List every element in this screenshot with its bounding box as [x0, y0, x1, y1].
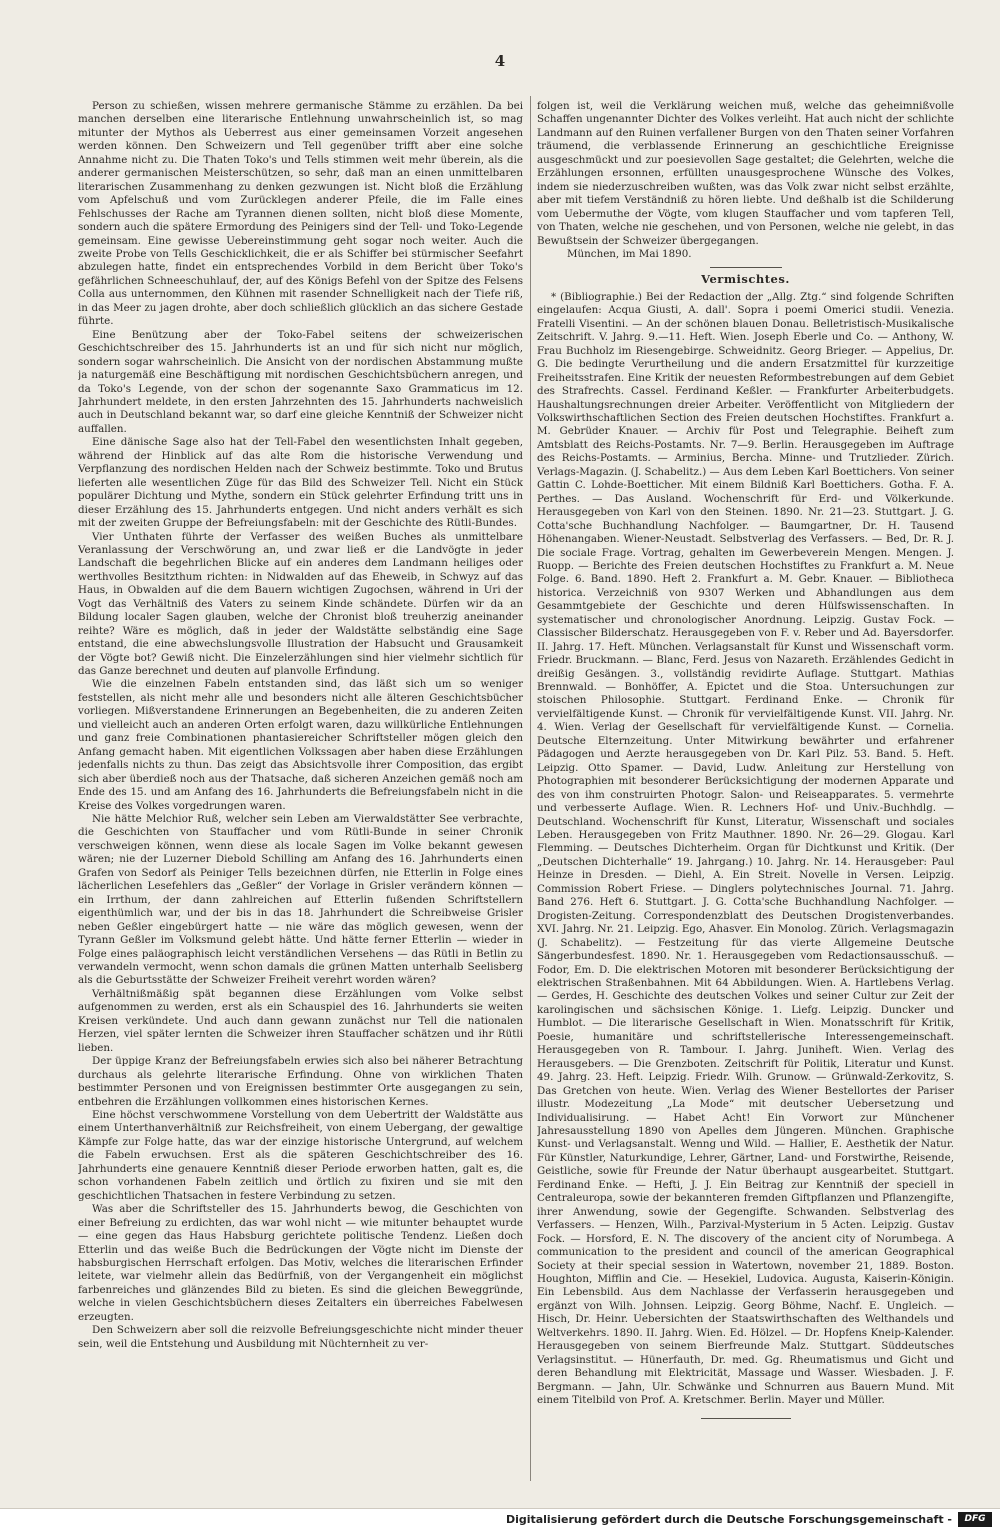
paragraph: Was aber die Schriftsteller des 15. Jahrhunderts bewog, die Geschichten von einer Befreiung zu erdichten, das war wohl nicht — wie mitunter behauptet wurde — eine gegen das Haus Habsburg gerichtete politische Tendenz. Ließen doch Etterlin und das weiße Buch die Bedrückungen der Vögte nicht im Dienste der habsburgischen Herrschaft erfolgen. Das Motiv, welches die literarischen Erfinder leitete, war vielmehr allein das Bedürfniß, von der Vergangenheit ein möglichst farbenreiches und glänzendes Bild zu bieten. Es sind die gleichen Beweggründe, welche in vielen Geschichtsbüchern dieses Zeitalters ein überreiches Fabelwesen erzeugten. [78, 1203, 523, 1323]
paragraph: Eine dänische Sage also hat der Tell-Fabel den wesentlichsten Inhalt gegeben, während der Hinblick auf das alte Rom die historische Verwendung und Verpflanzung des nordischen Helden nach der Schweiz bestimmte. Toko und Brutus lieferten alle wesentlichen Züge für das Bild des Schweizer Tell. Nicht ein Stück populärer Dichtung und Mythe, sondern ein Stück gelehrter Erfindung tritt uns in dieser Erzählung des 15. Jahrhunderts entgegen. Und nicht anders verhält es sich mit der zweiten Gruppe der Befreiungsfabeln: mit der Geschichte des Rütli-Bundes. [78, 436, 523, 530]
footer-credit: Digitalisierung gefördert durch die Deutsche Forschungsgemeinschaft - [505, 1513, 952, 1526]
continuation-paragraph: folgen ist, weil die Verklärung weichen muß, welche das geheimnißvolle Schaffen ungenannter Dichter des Volkes verleiht. Hat auch nicht der schlichte Landmann auf den Ruinen verfallener Burgen von den Thaten seiner Vorfahren träumend, die verblassende Erinnerung an geschichtliche Ereignisse ausgeschmückt und zur poesievollen Sage gestaltet; die Gelehrten, welche die Erzählungen ersonnen, erfüllten unausgesprochene Wünsche des Volkes, indem sie niederzuschreiben wußten, was das Volk zwar nicht selbst erzählte, aber mit tiefem Verständniß zu hören liebte. Und deßhalb ist die Schilderung vom Uebermuthe der Vögte, vom klugen Stauffacher und vom tapferen Tell, von Thaten, welche nie geschehen, und von Personen, welche nie gelebt, in das Bewußtsein der Schweizer übergegangen. [537, 100, 954, 247]
paragraph: Verhältnißmäßig spät begannen diese Erzählungen vom Volke selbst aufgenommen zu werden, erst als ein Schauspiel des 16. Jahrhunderts sie weiten Kreisen verkündete. Und auch dann gewann zunächst nur Tell die nationalen Herzen, viel später lernten die Schweizer ihren Stauffacher schätzen und ihr Rütli lieben. [78, 987, 523, 1054]
paragraph: Nie hätte Melchior Ruß, welcher sein Leben am Vierwaldstätter See verbrachte, die Geschichten von Stauffacher und vom Rütli-Bunde in seiner Chronik verschweigen können, wenn diese als locale Sagen im Volke bekannt gewesen wären; nie der Luzerner Diebold Schilling am Anfang des 16. Jahrhunderts einen Grafen von Sedorf als Peiniger Tells bezeichnen dürfen, nie Etterlin in Folge eines lächerlichen Lesefehlers das „Geßler“ der Vorlage in Grisler verändern können — ein Irrthum, der dann zahlreichen auf Etterlin fußenden Schriftstellern eigenthümlich war, und der bis in das 18. Jahrhundert die Schreibweise Grisler neben Geßler eingebürgert hatte — nie wäre das möglich gewesen, wenn der Tyrann Geßler im Volksmund gelebt hätte. Und hätte ferner Etterlin — wieder in Folge eines paläographisch leicht verständlichen Versehens — das Rütli in Betlin zu verwandeln vermocht, wenn schon damals die grünen Matten unterhalb Seelisberg als die Geburtsstätte der Schweizer Freiheit verehrt worden wären? [78, 813, 523, 987]
section-heading: Vermischtes. [701, 272, 790, 287]
paragraph: Eine Benützung aber der Toko-Fabel seitens der schweizerischen Geschichtschreiber des 15. Jahrhunderts ist an und für sich nicht nur möglich, sondern sogar wahrscheinlich. Die Ansicht von der nordischen Abstammung mußte ja naturgemäß eine Beschäftigung mit nordischen Geschichtsbüchern anregen, und da Toko's Legende, von der schon der sogenannte Saxo Grammaticus im 12. Jahrhundert meldete, in den ersten Jahrzehnten des 15. Jahrhunderts nachweislich auch in Deutschland bekannt war, so darf eine gleiche Kenntniß der Schweizer nicht auffallen. [78, 328, 523, 435]
paragraph: Vier Unthaten führte der Verfasser des weißen Buches als unmittelbare Veranlassung der Verschwörung an, und zwar ließ er die Landvögte in jeder Landschaft die begehrlichen Blicke auf ein anderes dem Landmann heiliges oder werthvolles Besitzthum richten: in Nidwalden auf das Eheweib, in Schwyz auf das Haus, in Obwalden auf die dem Bauern wichtigen Zugochsen, während in Uri der Vogt das Verhältniß des Vaters zu seinem Kinde schändete. Dürfen wir da an Bildung localer Sagen glauben, welche der Chronist bloß treuherzig aneinander reihte? Wäre es möglich, daß in jeder der Waldstätte selbständig eine Sage entstand, die eine abwechslungsvolle Illustration der Habsucht und Grausamkeit der Vögte bot? Gewiß nicht. Die Einzelerzählungen sind hier vielmehr sichtlich für das Ganze berechnet und deuten auf planvolle Erfindung. [78, 530, 523, 678]
right-column [537, 100, 954, 1478]
place-date: München, im Mai 1890. [567, 247, 692, 260]
paragraph: Den Schweizern aber soll die reizvolle Befreiungsgeschichte nicht minder theuer sein, weil die Entstehung und Ausbildung mit Nüchternheit zu ver- [78, 1324, 523, 1350]
paragraph: Der üppige Kranz der Befreiungsfabeln erwies sich also bei näherer Betrachtung durchaus als gelehrte literarische Erfindung. Ohne von wirklichen Thaten bestimmter Personen und von Ereignissen bestimmter Orte ausgegangen zu sein, entbehren die Erzählungen vollkommen eines historischen Kernes. [78, 1055, 523, 1108]
section-rule [710, 267, 782, 268]
end-rule [701, 1418, 791, 1419]
column-divider [530, 96, 531, 1481]
paragraph: Person zu schießen, wissen mehrere germanische Stämme zu erzählen. Da bei manchen derselben eine literarische Entlehnung unwahrscheinlich ist, so mag mitunter der Mythos als Ueberrest aus einer gemeinsamen Vorzeit angesehen werden können. Den Schweizern und Tell gegenüber trifft aber eine solche Annahme nicht zu. Die Thaten Toko's und Tells stimmen weit mehr überein, als die anderer germanischen Meisterschützen, so sehr, daß man an einen unmittelbaren literarischen Zusammenhang zu denken gezwungen ist. Nicht bloß die Erzählung vom Apfelschuß und vom Zurücklegen anderer Pfeile, die im Falle eines Fehlschusses der Rache am Tyrannen dienen sollten, nicht bloß diese Momente, sondern auch die spätere Ermordung des Peinigers sind der Tell- und Toko-Legende gemeinsam. Eine gewisse Uebereinstimmung geht sogar noch weiter. Auch die zweite Probe von Tells Geschicklichkeit, die er als Schiffer bei stürmischer Seefahrt abzulegen hatte, findet ein entsprechendes Vorbild in dem Bericht über Toko's gefährlichen Schneeschuhlauf, der, auf des Königs Befehl von der Spitze des Felsens Colla aus unternommen, den Kühnen mit rasender Schnelligkeit nach der Tiefe riß, in das Meer zu jagen drohte, aber doch schließlich glücklich an das sichere Gestade führte. [78, 100, 523, 328]
left-column [78, 100, 523, 1480]
page-number: 4 [494, 52, 506, 70]
bibliography-paragraph: * (Bibliographie.) Bei der Redaction der „Allg. Ztg.“ sind folgende Schriften eingelaufen: Acqua Giusti, A. dall'. Sopra i poemi Omerici studii. Venezia. Fratelli Visentini. — An der schönen blauen Donau. Belletristisch-Musikalische Zeitschrift. V. Jahrg. 9.—11. Heft. Wien. Joseph Eberle und Co. — Anthony, W. Frau Buchholz im Riesengebirge. Schweidnitz. Georg Brieger. — Appelius, Dr. G. Die bedingte Verurtheilung und die andern Ersatzmittel für kurzzeitige Freiheitsstrafen. Eine Kritik der neuesten Reformbestrebungen auf dem Gebiet des Strafrechts. Cassel. Ferdinand Keßler. — Frankfurter Arbeiterbudgets. Haushaltungsrechnungen dreier Arbeiter. Veröffentlicht von Mitgliedern der Volkswirthschaftlichen Section des Freien deutschen Hochstiftes. Frankfurt a. M. Gebrüder Knauer. — Archiv für Post und Telegraphie. Beiheft zum Amtsblatt des Reichs-Postamts. Nr. 7—9. Berlin. Herausgegeben im Auftrage des Reichs-Postamts. — Arminius, Bercha. Minne- und Trutzlieder. Zürich. Verlags-Magazin. (J. Schabelitz.) — Aus dem Leben Karl Boettichers. Von seiner Gattin C. Lohde-Boetticher. Mit einem Bildniß Karl Boettichers. Gotha. F. A. Perthes. — Das Ausland. Wochenschrift für Erd- und Völkerkunde. Herausgegeben von Karl von den Steinen. 1890. Nr. 21—23. Stuttgart. J. G. Cotta'sche Buchhandlung Nachfolger. — Baumgartner, Dr. H. Tausend Höhenangaben. Wiener-Neustadt. Selbstverlag des Verfassers. — Bed, Dr. R. J. Die sociale Frage. Vortrag, gehalten im Gewerbeverein Mengen. Mengen. J. Ruopp. — Berichte des Freien deutschen Hochstiftes zu Frankfurt a. M. Neue Folge. 6. Band. 1890. Heft 2. Frankfurt a. M. Gebr. Knauer. — Bibliotheca historica. Verzeichniß von 9307 Werken und Abhandlungen aus dem Gesammtgebiete der Geschichte und deren Hülfswissenschaften. In systematischer und chronologischer Anordnung. Leipzig. Gustav Fock. — Classischer Bilderschatz. Herausgegeben von F. v. Reber und Ad. Bayersdorfer. II. Jahrg. 17. Heft. München. Verlagsanstalt für Kunst und Wissenschaft vorm. Friedr. Bruckmann. — Blanc, Ferd. Jesus von Nazareth. Erzählendes Gedicht in dreißig Gesängen. 3., vollständig revidirte Auflage. Stuttgart. Mathias Brennwald. — Bonhöffer, A. Epictet und die Stoa. Untersuchungen zur stoischen Philosophie. Stuttgart. Ferdinand Enke. — Chronik für vervielfältigende Kunst. — Chronik für vervielfältigende Kunst. VII. Jahrg. Nr. 4. Wien. Verlag der Gesellschaft für vervielfältigende Kunst. — Cornelia. Deutsche Elternzeitung. Unter Mitwirkung bewährter und erfahrener Pädagogen und Aerzte herausgegeben von Dr. Karl Pilz. 53. Band. 5. Heft. Leipzig. Otto Spamer. — David, Ludw. Anleitung zur Herstellung von Photographien mit besonderer Berücksichtigung der modernen Apparate und des von ihm construirten Photogr. Salon- und Reiseapparates. 5. vermehrte und verbesserte Auflage. Wien. R. Lechners Hof- und Univ.-Buchhdlg. — Deutschland. Wochenschrift für Kunst, Literatur, Wissenschaft und sociales Leben. Herausgegeben von Fritz Mauthner. 1890. Nr. 26—29. Glogau. Karl Flemming. — Deutsches Dichterheim. Organ für Dichtkunst und Kritik. (Der „Deutschen Dichterhalle“ 19. Jahrgang.) 10. Jahrg. Nr. 14. Herausgeber: Paul Heinze in Dresden. — Diehl, A. Ein Streit. Novelle in Versen. Leipzig. Commission Robert Friese. — Dinglers polytechnisches Journal. 71. Jahrg. Band 276. Heft 6. Stuttgart. J. G. Cotta'sche Buchhandlung Nachfolger. — Drogisten-Zeitung. Correspondenzblatt des Deutschen Drogistenverbandes. XVI. Jahrg. Nr. 21. Leipzig. Ego, Ahasver. Ein Monolog. Zürich. Verlagsmagazin (J. Schabelitz). — Festzeitung für das vierte Allgemeine Deutsche Sängerbundesfest. 1890. Nr. 1. Herausgegeben vom Redactionsausschuß. — Fodor, Em. D. Die elektrischen Motoren mit besonderer Berücksichtigung der elektrischen Straßenbahnen. Mit 64 Abbildungen. Wien. A. Hartlebens Verlag. — Gerdes, H. Geschichte des deutschen Volkes und seiner Cultur zur Zeit der karolingischen und sächsischen Könige. 1. Liefg. Leipzig. Duncker und Humblot. — Die literarische Gesellschaft in Wien. Monatsschrift für Kritik, Poesie, humanitäre und schriftstellerische Interessengemeinschaft. Herausgegeben von R. Tambour. I. Jahrg. Juniheft. Wien. Verlag des Herausgebers. — Die Grenzboten. Zeitschrift für Politik, Literatur und Kunst. 49. Jahrg. 23. Heft. Leipzig. Friedr. Wilh. Grunow. — Grünwald-Zerkovitz, S. Das Gretchen von heute. Wien. Verlag des Wiener Bestellortes der Pariser illustr. Modezeitung „La Mode“ mit deutscher Uebersetzung und Individualisirung. — Habet Acht! Ein Vorwort zur Münchener Jahresausstellung 1890 von Apelles dem Jüngeren. München. Graphische Kunst- und Verlagsanstalt. Wenng und Wild. — Hallier, E. Aesthetik der Natur. Für Künstler, Naturkundige, Lehrer, Gärtner, Land- und Forstwirthe, Reisende, Geistliche, sowie für Freunde der Natur überhaupt ausgearbeitet. Stuttgart. Ferdinand Enke. — Hefti, J. J. Ein Beitrag zur Kenntniß der speciell in Centraleuropa, sowie der bekannteren fremden Giftpflanzen und Pflanzengifte, ihrer Anwendung, sowie der Gegengifte. Schwanden. Selbstverlag des Verfassers. — Henzen, Wilh., Parzival-Mysterium in 5 Acten. Leipzig. Gustav Fock. — Horsford, E. N. The discovery of the ancient city of Norumbega. A communication to the president and council of the american Geographical Society at their special session in Watertown, november 21, 1889. Boston. Houghton, Mifflin and Cie. — Hesekiel, Ludovica. Augusta, Kaiserin-Königin. Ein Lebensbild. Aus dem Nachlasse der Verfasserin herausgegeben und ergänzt von Wilh. Johnsen. Leipzig. Georg Böhme, Nachf. E. Ungleich. — Hisch, Dr. Heinr. Uebersichten der Staatswirthschaften des Welthandels und Weltverkehrs. 1890. II. Jahrg. Wien. Ed. Hölzel. — Dr. Hopfens Kneip-Kalender. Herausgegeben von seinem Bierfreunde Malz. Stuttgart. Süddeutsches Verlagsinstitut. — Hünerfauth, Dr. med. Gg. Rheumatismus und Gicht und deren Behandlung mit Elektricität, Massage und Wasser. Wiesbaden. J. F. Bergmann. — Jahn, Ulr. Schwänke und Schnurren aus Bauern Mund. Mit einem Titelbild von Prof. A. Kretschmer. Berlin. Mayer und Müller. [537, 290, 954, 1407]
paragraph: Wie die einzelnen Fabeln entstanden sind, das läßt sich um so weniger feststellen, als nicht mehr alle und besonders nicht alle älteren Geschichtsbücher vorliegen. Mißverstandene Erinnerungen an Begebenheiten, die zu anderen Zeiten und vielleicht auch an anderen Orten erfolgt waren, dazu willkürliche Entlehnungen und ganz freie Combinationen phantasiereicher Schriftsteller mögen gleich den Anfang gemacht haben. Mit eigentlichen Volkssagen aber haben diese Erzählungen jedenfalls nichts zu thun. Das zeigt das Absichtsvolle ihrer Composition, das ergibt sich aber überdieß noch aus der Thatsache, daß sicheren Anzeichen gemäß noch am Ende des 15. und am Anfang des 16. Jahrhunderts die Befreiungsfabeln nicht in die Kreise des Volkes vorgedrungen waren. [78, 678, 523, 812]
footer-bar [0, 1508, 1000, 1531]
paragraph: Eine höchst verschwommene Vorstellung von dem Uebertritt der Waldstätte aus einem Unterthanverhältniß zur Reichsfreiheit, von einem Uebergang, der gewaltige Kämpfe zur Folge hatte, das war der einzige historische Untergrund, auf welchem die Fabeln erwuchsen. Erst als die späteren Geschichtschreiber des 16. Jahrhunderts eine genauere Kenntniß dieser Periode erworben hatten, galt es, die schon vorhandenen Fabeln zeitlich und örtlich zu fixiren und sie mit den geschichtlichen Thatsachen in festere Verbindung zu setzen. [78, 1108, 523, 1202]
dfg-logo: DFG [958, 1512, 992, 1527]
